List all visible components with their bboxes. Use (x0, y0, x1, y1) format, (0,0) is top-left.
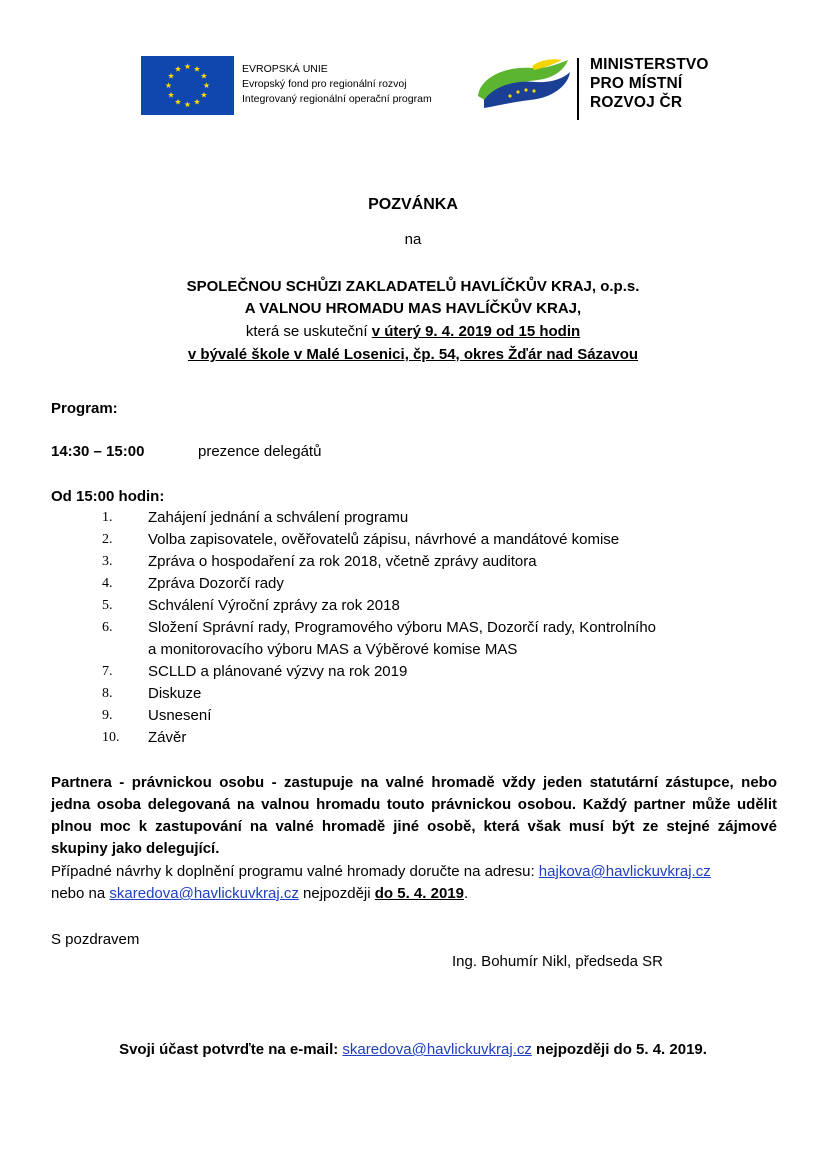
eu-star-icon (175, 66, 181, 72)
eu-star-icon (165, 82, 171, 88)
agenda-item-text: Zpráva o hospodaření za rok 2018, včetně zprávy auditora (148, 553, 537, 570)
header-divider (577, 58, 579, 120)
agenda-item-text: Zpráva Dozorčí rady (148, 575, 284, 592)
proposals-text-2: nebo na (51, 885, 110, 902)
meeting-venue: v bývalé škole v Malé Losenici, čp. 54, okres Žďár nad Sázavou (187, 346, 639, 363)
agenda-item-number: 5. (102, 598, 113, 613)
proposals-line-2 (51, 883, 468, 905)
eu-stars-icon (141, 56, 234, 115)
proposals-line-1 (51, 861, 777, 883)
ministry-text-block (590, 55, 709, 112)
confirm-line (0, 1039, 826, 1061)
email-link-skaredova[interactable]: skaredova@havlickuvkraj.cz (109, 885, 299, 902)
page-title: POZVÁNKA (368, 196, 458, 213)
proposals-text-4: . (463, 885, 469, 902)
agenda-item-number: 8. (102, 686, 113, 701)
eu-flag-logo (141, 56, 234, 115)
agenda-item-text: Závěr (148, 729, 187, 746)
notice-line-4: skupiny jako delegující. (51, 840, 220, 857)
agenda-item-text: SCLLD a plánované výzvy na rok 2019 (148, 663, 408, 680)
notice-paragraph (51, 772, 777, 860)
heading-line-3-prefix: která se uskuteční (245, 323, 372, 340)
agenda-item-text: Usnesení (148, 707, 212, 724)
agenda-item-text: Složení Správní rady, Programového výboru MAS, Dozorčí rady, Kontrolního (148, 619, 657, 636)
ministry-line-1: MINISTERSTVO (590, 56, 709, 73)
heading-line-1: SPOLEČNOU SCHŮZI ZAKLADATELŮ HAVLÍČKŮV KRAJ, o.p.s. (186, 278, 640, 295)
eu-line-1: EVROPSKÁ UNIE (242, 63, 328, 75)
confirm-email-link[interactable]: skaredova@havlickuvkraj.cz (342, 1041, 532, 1058)
eu-star-icon (194, 66, 200, 72)
agenda-item-text: Zahájení jednání a schválení programu (148, 509, 409, 526)
greeting: S pozdravem (51, 931, 140, 948)
eu-star-icon (184, 101, 190, 107)
agenda-item-text: Diskuze (148, 685, 202, 702)
agenda-item-number: 6. (102, 620, 113, 635)
agenda-item-number: 7. (102, 664, 113, 679)
proposals-deadline: do 5. 4. 2019 (374, 885, 464, 902)
agenda-item-text: Schválení Výroční zprávy za rok 2018 (148, 597, 400, 614)
agenda-item-number: 4. (102, 576, 113, 591)
eu-star-icon (168, 73, 174, 79)
eu-text-block (242, 62, 432, 107)
registration-desc: prezence delegátů (198, 443, 322, 460)
signature: Ing. Bohumír Nikl, předseda SR (452, 953, 663, 970)
meeting-date: v úterý 9. 4. 2019 od 15 hodin (371, 323, 581, 340)
registration-time: 14:30 – 15:00 (51, 443, 145, 460)
program-label: Program: (51, 400, 118, 417)
agenda-item-text: a monitorovacího výboru MAS a Výběrové komise MAS (148, 641, 518, 658)
proposals-text-1: Případné návrhy k doplnění programu valné hromady doručte na adresu: (51, 863, 539, 880)
heading-line-3 (0, 321, 826, 343)
eu-star-icon (194, 99, 200, 105)
notice-line-3: plnou moc k zastupování na valné hromadě jiné osobě, která však musí být ze stejné zájmové (51, 818, 777, 835)
agenda-start-label: Od 15:00 hodin: (51, 488, 165, 505)
agenda-item-number: 2. (102, 532, 113, 547)
ministry-logo-icon (474, 56, 574, 112)
eu-star-icon (201, 73, 207, 79)
eu-line-3: Integrovaný regionální operační program (242, 93, 432, 105)
notice-line-1: Partnera - právnickou osobu - zastupuje na valné hromadě vždy jeden statutární zástupce, nebo (51, 774, 777, 791)
eu-star-icon (201, 92, 207, 98)
ministry-line-2: PRO MÍSTNÍ (590, 75, 683, 92)
email-link-hajkova[interactable]: hajkova@havlickuvkraj.cz (538, 863, 711, 880)
agenda-item-number: 9. (102, 708, 113, 723)
eu-star-icon (175, 99, 181, 105)
agenda-item-number: 3. (102, 554, 113, 569)
confirm-prefix: Svoji účast potvrďte na e-mail: (119, 1041, 343, 1058)
agenda-item-number: 1. (102, 510, 113, 525)
eu-line-2: Evropský fond pro regionální rozvoj (242, 78, 407, 90)
ministry-line-3: ROZVOJ ČR (590, 94, 683, 111)
eu-star-icon (184, 63, 190, 69)
agenda-item-text: Volba zapisovatele, ověřovatelů zápisu, návrhové a mandátové komise (148, 531, 620, 548)
proposals-text-3: nejpozději (298, 885, 375, 902)
agenda-item-number: 10. (102, 730, 120, 745)
title-na: na (404, 231, 422, 248)
confirm-suffix: nejpozději do 5. 4. 2019. (531, 1041, 707, 1058)
eu-star-icon (203, 82, 209, 88)
eu-star-icon (168, 92, 174, 98)
heading-line-2: A VALNOU HROMADU MAS HAVLÍČKŮV KRAJ, (244, 300, 582, 317)
notice-line-2: jedna osoba delegovaná na valnou hromadu touto právnickou osobou. Každý partner může udělit (51, 796, 777, 813)
